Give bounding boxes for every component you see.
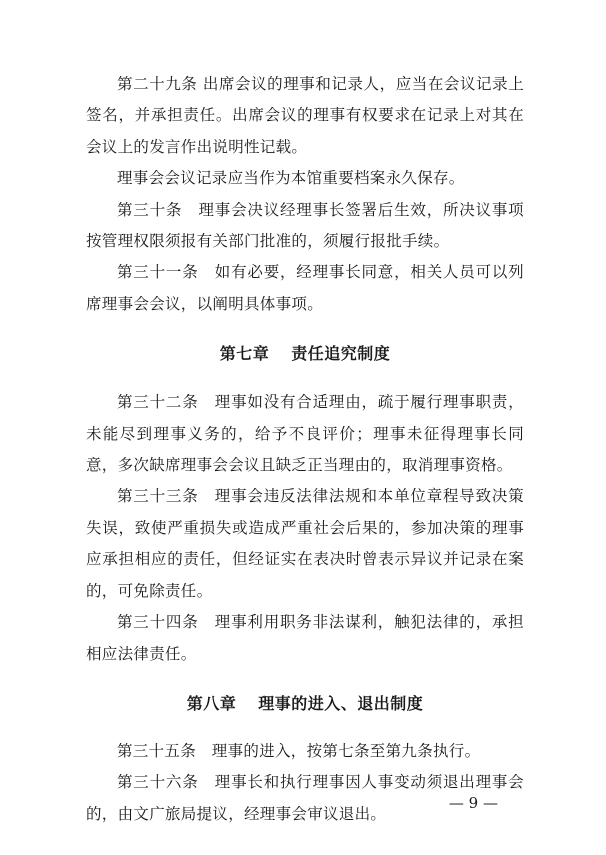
article-33: 第三十三条 理事会违反法律法规和本单位章程导致决策失误，致使严重损失或造成严重社会后果的，参加决策的理事应承担相应的责任，但经证实在表决时曾表示异议并记录在案的，可免除责任。 <box>86 487 524 600</box>
article-29-note: 理事会会议记录应当作为本馆重要档案永久保存。 <box>117 169 465 188</box>
chapter-7-heading <box>86 341 524 364</box>
chapter-7-number: 第七章 <box>219 344 270 364</box>
article-31: 第三十一条 如有必要，经理事长同意，相关人员可以列席理事会会议，以阐明具体事项。 <box>86 263 524 313</box>
article-35: 第三十五条 理事的进入，按第七条至第九条执行。 <box>117 741 481 760</box>
article-30: 第三十条 理事会决议经理事长签署后生效，所决议事项按管理权限须报有关部门批准的，须履行报批手续。 <box>86 200 524 251</box>
article-32: 第三十二条 理事如没有合适理由，疏于履行理事职责，未能尽到理事义务的，给予不良评价；理事未征得理事长同意，多次缺席理事会会议且缺乏正当理由的，取消理事资格。 <box>86 393 524 475</box>
page-content <box>86 69 524 830</box>
page-number: — 9 — <box>448 794 498 812</box>
article-29: 第二十九条 出席会议的理事和记录人，应当在会议记录上签名，并承担责任。出席会议的理事有权要求在记录上对其在会议上的发言作出说明性记载。 <box>86 75 524 156</box>
article-34: 第三十四条 理事利用职务非法谋利，触犯法律的，承担相应法律责任。 <box>86 613 524 663</box>
chapter-7-title: 责任追究制度 <box>291 344 391 364</box>
chapter-8-number: 第八章 <box>186 693 237 713</box>
chapter-8-title: 理事的进入、退出制度 <box>258 693 424 713</box>
article-36: 第三十六条 理事长和执行理事因人事变动须退出理事会的，由文广旅局提议，经理事会审议退出。 <box>86 773 524 823</box>
chapter-8-heading <box>86 691 524 714</box>
